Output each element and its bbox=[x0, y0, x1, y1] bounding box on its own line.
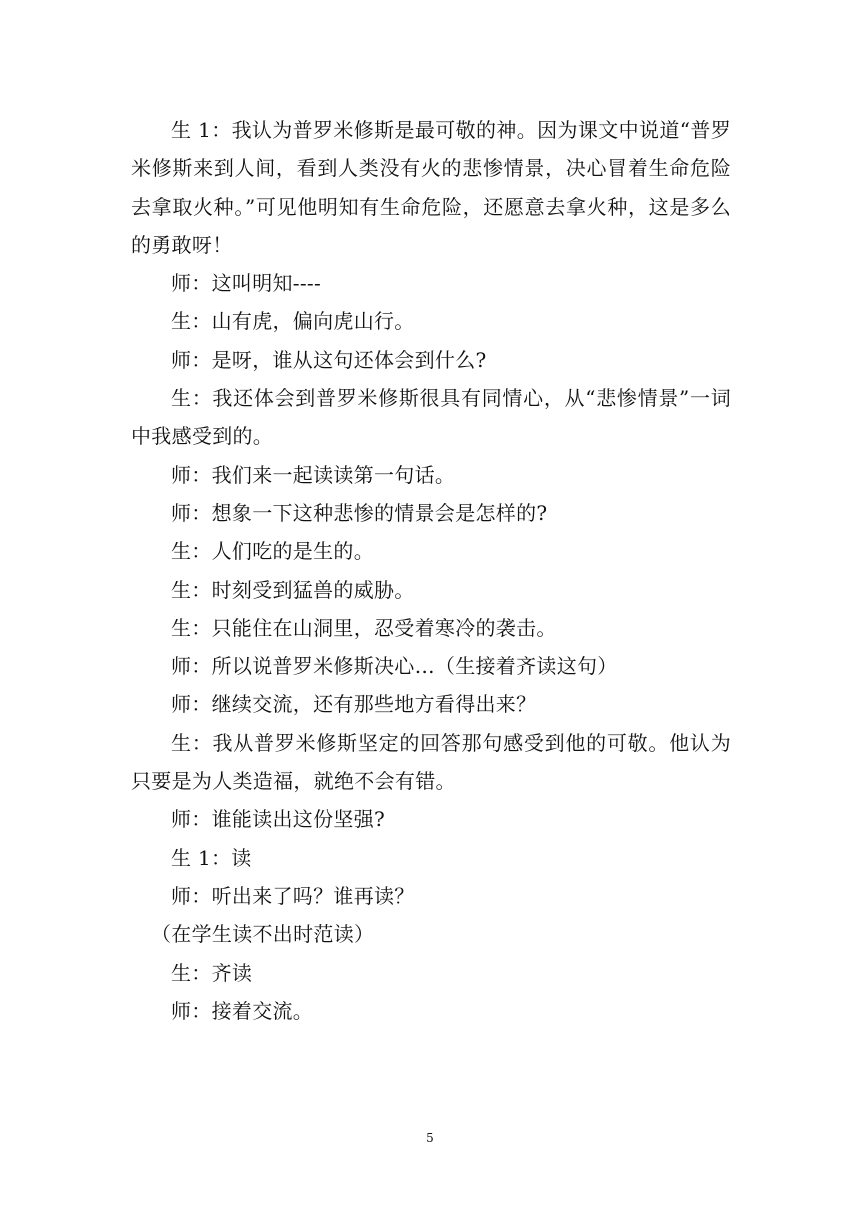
paragraph: 师：所以说普罗米修斯决心…（生接着齐读这句） bbox=[171, 654, 618, 679]
paragraph: 师：继续交流，还有那些地方看得出来？ bbox=[171, 692, 537, 717]
paragraph: 生 1：读 bbox=[171, 845, 252, 870]
paragraph: （在学生读不出时范读） bbox=[151, 922, 375, 947]
paragraph: 师：谁能读出这份坚强? bbox=[171, 807, 386, 832]
paragraph: 生 1：我认为普罗米修斯是最可敬的神。因为课文中说道“普罗米修斯来到人间，看到人类没有火的悲惨情景，决心冒着生命危险去拿取火种。”可见他明知有生命危险，还愿意去拿火种，这是多么的勇敢呀！ bbox=[131, 118, 731, 257]
paragraph: 生：人们吃的是生的。 bbox=[171, 539, 374, 564]
paragraph: 师：想象一下这种悲惨的情景会是怎样的? bbox=[171, 500, 548, 525]
paragraph: 师：接着交流。 bbox=[171, 998, 314, 1023]
paragraph: 生：齐读 bbox=[171, 960, 253, 985]
paragraph: 师：我们来一起读读第一句话。 bbox=[171, 462, 456, 487]
paragraph: 生：我从普罗米修斯坚定的回答那句感受到他的可敬。他认为只要是为人类造福，就绝不会有错。 bbox=[131, 730, 731, 794]
paragraph: 师：听出来了吗？谁再读？ bbox=[171, 883, 415, 908]
paragraph: 生：我还体会到普罗米修斯很具有同情心，从“悲惨情景”一词中我感受到的。 bbox=[131, 386, 731, 449]
page-number: 5 bbox=[426, 1131, 434, 1145]
paragraph: 师：是呀，谁从这句还体会到什么? bbox=[171, 347, 487, 372]
paragraph: 生：时刻受到猛兽的威胁。 bbox=[171, 577, 415, 602]
paragraph: 生：山有虎，偏向虎山行。 bbox=[171, 309, 415, 334]
body-text bbox=[131, 111, 731, 1030]
paragraph: 师：这叫明知---- bbox=[171, 271, 322, 296]
paragraph: 生：只能住在山洞里，忍受着寒冷的袭击。 bbox=[171, 615, 557, 640]
